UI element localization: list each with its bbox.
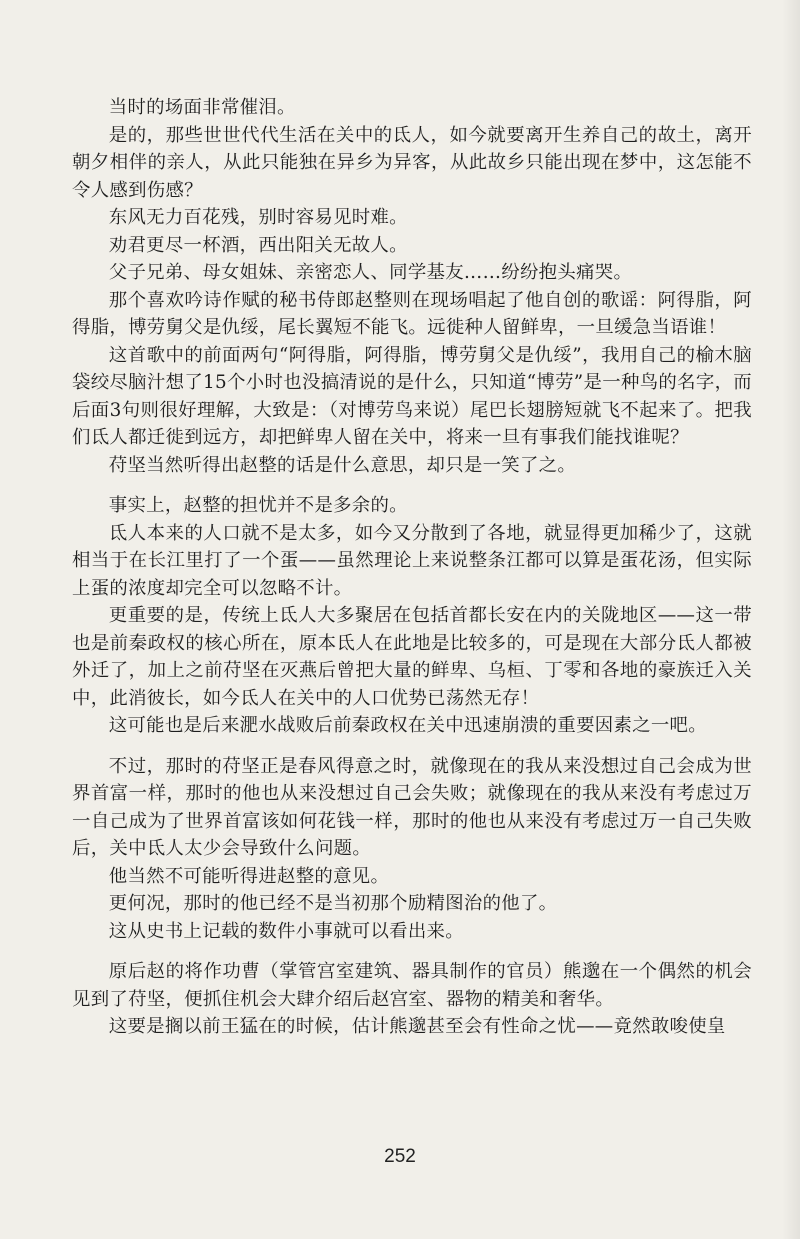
paragraph: 当时的场面非常催泪。 <box>108 97 296 118</box>
paragraph: 更重要的是，传统上氐人大多聚居在包括首都长安在内的关陇地区——这一带也是前秦政权的核心所在，原本氐人在此地是比较多的，可是现在大部分氐人都被外迁了，加上之前苻坚在灭燕后曾把大量的鲜卑、乌桓、丁零和各地的豪族迁入关中，此消彼长，如今氐人在关中的人口优势已荡然无存！ <box>72 605 752 709</box>
paragraph: 这首歌中的前面两句“阿得脂，阿得脂，博劳舅父是仇绥”，我用自己的榆木脑袋绞尽脑汁想了15个小时也没搞清说的是什么，只知道“博劳”是一种鸟的名字，而后面3句则很好理解，大致是：（对博劳鸟来说）尾巴长翅膀短就飞不起来了。把我们氐人都迁徙到远方，却把鲜卑人留在关中，将来一旦有事我们能找谁呢？ <box>72 344 752 448</box>
paragraph: 氐人本来的人口就不是太多，如今又分散到了各地，就显得更加稀少了，这就相当于在长江里打了一个蛋——虽然理论上来说整条江都可以算是蛋花汤，但实际上蛋的浓度却完全可以忽略不计。 <box>72 522 752 599</box>
paragraph: 是的，那些世世代代生活在关中的氐人，如今就要离开生养自己的故土，离开朝夕相伴的亲人，从此只能独在异乡为异客，从此故乡只能出现在梦中，这怎能不令人感到伤感？ <box>72 124 752 201</box>
paragraph: 这从史书上记载的数件小事就可以看出来。 <box>108 920 464 942</box>
paragraph: 事实上，赵整的担忧并不是多余的。 <box>108 495 408 516</box>
paragraph: 这要是搁以前王猛在的时候，估计熊邈甚至会有性命之忧——竟然敢唆使皇 <box>108 1016 726 1037</box>
page-edge-shadow <box>782 0 800 1239</box>
page-number: 252 <box>384 1146 416 1167</box>
paragraph: 原后赵的将作功曹（掌管宫室建筑、器具制作的官员）熊邈在一个偶然的机会见到了苻坚，便抓住机会大肆介绍后赵宫室、器物的精美和奢华。 <box>72 961 752 1010</box>
paragraph: 这可能也是后来淝水战败后前秦政权在关中迅速崩溃的重要因素之一吧。 <box>108 715 707 736</box>
page-body <box>72 94 752 1041</box>
paragraph: 苻坚当然听得出赵整的话是什么意思，却只是一笑了之。 <box>108 454 577 476</box>
paragraph: 他当然不可能听得进赵整的意见。 <box>108 865 390 887</box>
paragraph: 父子兄弟、母女姐妹、亲密恋人、同学基友……纷纷抱头痛哭。 <box>108 262 633 283</box>
paragraph: 东风无力百花残，别时容易见时难。 <box>108 207 408 228</box>
paragraph: 那个喜欢吟诗作赋的秘书侍郎赵整则在现场唱起了他自创的歌谣：阿得脂，阿得脂，博劳舅父是仇绥，尾长翼短不能飞。远徙种人留鲜卑，一旦缓急当语谁！ <box>72 289 752 338</box>
paragraph: 不过，那时的苻坚正是春风得意之时，就像现在的我从来没想过自己会成为世界首富一样，那时的他也从来没想过自己会失败；就像现在的我从来没有考虑过万一自己成为了世界首富该如何花钱一样，那时的他也从来没有考虑过万一自己失败后，关中氐人太少会导致什么问题。 <box>72 755 752 859</box>
paragraph: 劝君更尽一杯酒，西出阳关无故人。 <box>108 234 408 256</box>
paragraph: 更何况，那时的他已经不是当初那个励精图治的他了。 <box>108 893 558 914</box>
